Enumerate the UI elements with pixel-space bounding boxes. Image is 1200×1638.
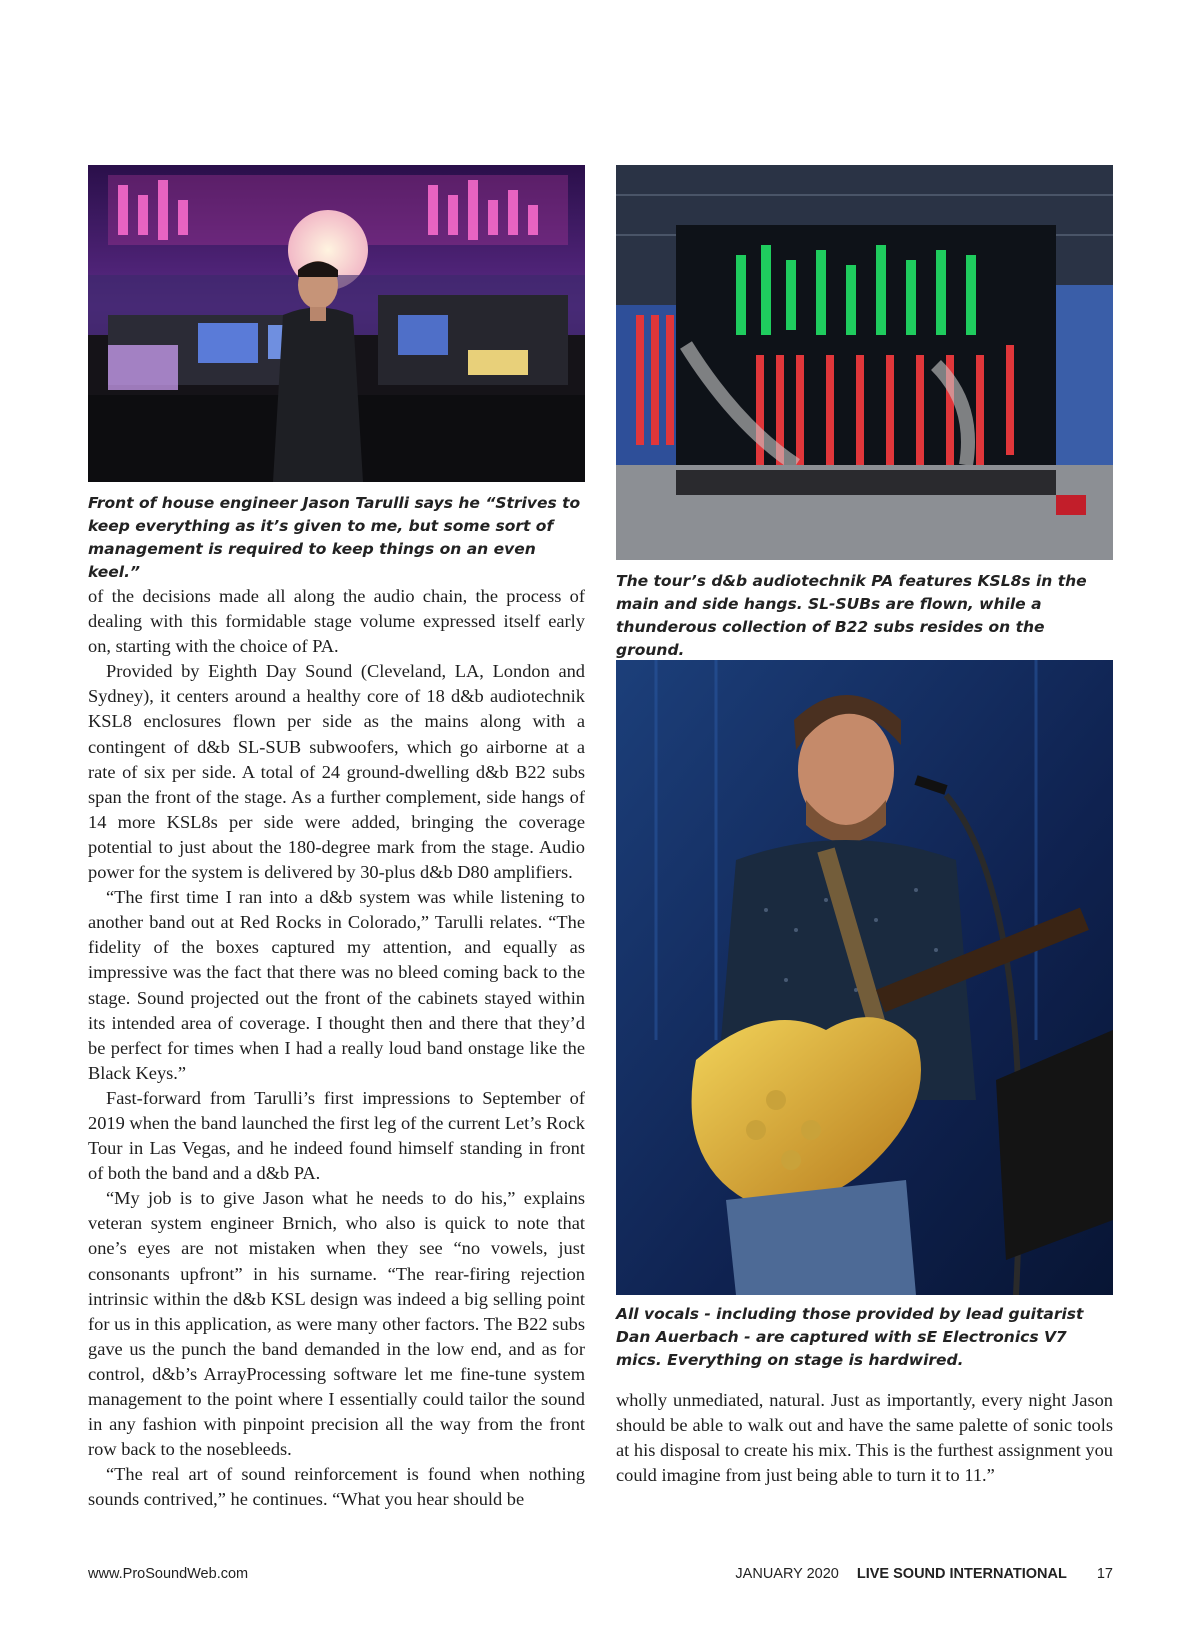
pa-stage-photo [616,165,1113,560]
article-paragraph: wholly unmediated, natural. Just as importantly, every night Jason should be able to walk out and have the same palette of sonic tools at his disposal to create his mix. This is the furthest assignment you could imagine from just being able to turn it to 11.” [616,1390,1113,1486]
article-paragraph: Provided by Eighth Day Sound (Cleveland, LA, London and Sydney), it centers around a healthy core of 18 d&b audiotechnik KSL8 enclosures flown per side as the mains along with a contingent of d&b SL-SUB subwoofers, which go airborne at a rate of six per side. A total of 24 ground-dwelling d&b B22 subs span the front of the stage. As a further complement, side hangs of 14 more KSL8s per side were added, bringing the coverage potential to just about the 180-degree mark from the stage. Audio power for the system is delivered by 30-plus d&b D80 amplifiers. [88,661,585,883]
footer-magazine-name: LIVE SOUND INTERNATIONAL [856,1566,1067,1582]
pa-photo-caption: The tour’s d&b audiotechnik PA features KSL8s in the main and side hangs. SL-SUBs are flown, while a thunderous collection of B22 subs resides on the ground. [616,572,1087,659]
vocalist-guitarist-photo [616,660,1113,1295]
page-number: 17 [1096,1566,1113,1582]
footer-website: www.ProSoundWeb.com [88,1566,249,1582]
foh-photo-caption: Front of house engineer Jason Tarulli says he “Strives to keep everything as it’s given to me, but some sort of management is required to keep things on an even keel.” [88,494,581,581]
footer-date: JANUARY 2020 [735,1566,839,1582]
article-paragraph: “The first time I ran into a d&b system was while listening to another band out at Red Rocks in Colorado,” Tarulli relates. “The fidelity of the boxes captured my attention, and equally as impressive was the fact that there was no bleed coming back to the stage. Sound projected out the front of the cabinets stayed within its intended area of coverage. I thought then and there that they’d be perfect for times when I had a really loud band onstage like the Black Keys.” [88,887,585,1083]
article-paragraph: Fast-forward from Tarulli’s first impressions to September of 2019 when the band launched the first leg of the current Let’s Rock Tour in Las Vegas, and he indeed found himself standing in front of both the band and a d&b PA. [88,1087,585,1184]
article-right-column [616,1388,1113,1488]
vocals-photo-caption: All vocals - including those provided by lead guitarist Dan Auerbach - are captured with sE Electronics V7 mics. Everything on stage is hardwired. [616,1305,1084,1369]
article-paragraph: “The real art of sound reinforcement is found when nothing sounds contrived,” he continues. “What you hear should be [88,1464,585,1510]
foh-engineer-photo [88,165,585,482]
article-paragraph: “My job is to give Jason what he needs to do his,” explains veteran system engineer Brnich, who also is quick to note that one’s eyes are not mistaken when they see “no vowels, just consonants upfront” in his surname. “The rear-firing rejection intrinsic within the d&b KSL design was indeed a big selling point for us in this application, as were many other factors. The B22 subs gave us the punch the band demanded in the low end, and as for control, d&b’s ArrayProcessing software let me fine-tune system management to the point where I essentially could tailor the sound in any fashion with pinpoint precision all the way from the front row back to the nosebleeds. [88,1188,585,1460]
article-left-column [88,584,585,1512]
article-paragraph: of the decisions made all along the audio chain, the process of dealing with this formidable stage volume expressed itself early on, starting with the choice of PA. [88,586,585,657]
footer-issue-info [735,1566,1113,1582]
